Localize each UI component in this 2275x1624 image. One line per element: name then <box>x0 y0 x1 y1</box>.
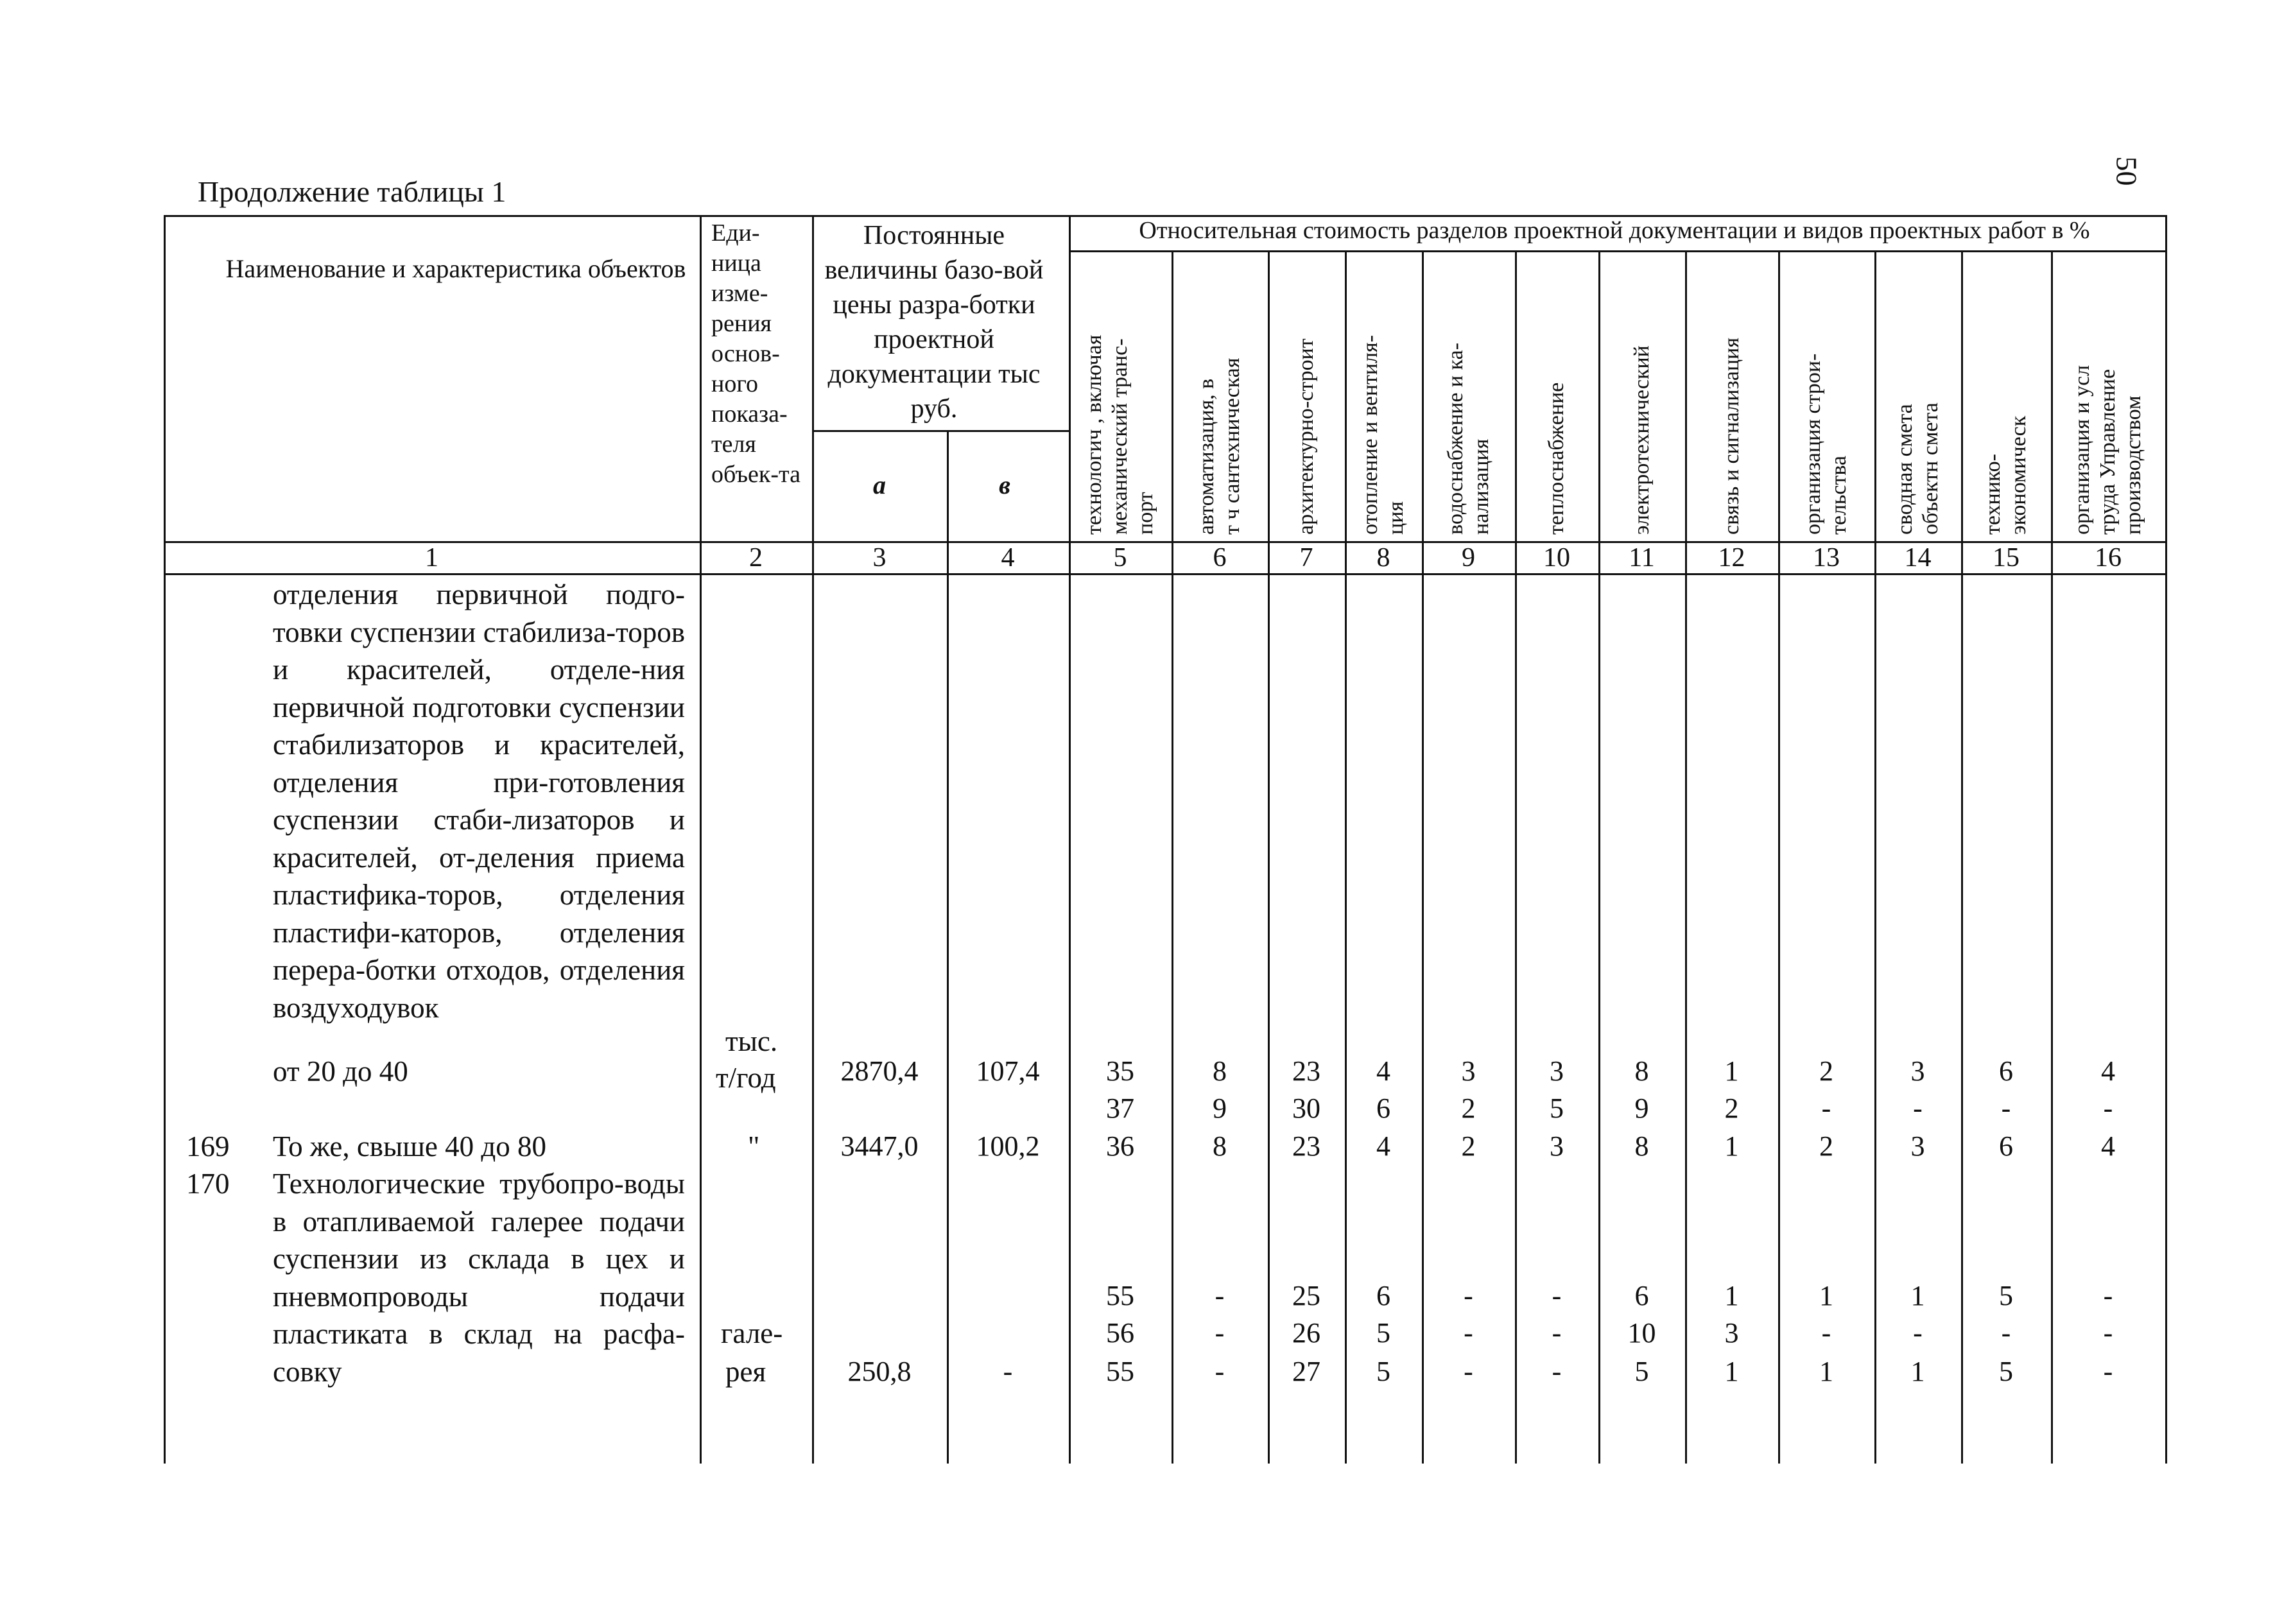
cell-170a-col14: 1 <box>1910 1280 1925 1311</box>
rotated-header-line: электротехнический <box>1629 345 1654 535</box>
cell-170c-col8: 5 <box>1376 1356 1390 1387</box>
rotated-header-9 <box>1443 257 1494 535</box>
cell-169-col14: 3 <box>1910 1130 1925 1162</box>
cell-170a-col7: 25 <box>1292 1280 1320 1311</box>
cell-row1b-col10: 5 <box>1550 1093 1564 1124</box>
rotated-header-13 <box>1801 257 1852 535</box>
col-numbers-top <box>164 541 2165 543</box>
cell-170a-col16: - <box>2103 1280 2113 1311</box>
column-line-7 <box>1345 250 1347 1464</box>
column-number-10: 10 <box>1543 543 1570 573</box>
rotated-header-line: т ч сантехническая <box>1220 358 1244 535</box>
cell-row1b-col12: 2 <box>1724 1093 1739 1124</box>
rotated-header-11 <box>1629 257 1655 535</box>
cell-a-row1: 2870,4 <box>840 1055 919 1087</box>
cell-row1-col15: 6 <box>1999 1055 2013 1087</box>
header-unit: Еди-ница изме-рения основ-ного показа-теля объек-та <box>711 220 800 488</box>
rotated-header-line: технико- <box>1981 453 2005 535</box>
cell-a-170: 250,8 <box>847 1356 912 1387</box>
cell-170c-col10: - <box>1552 1356 1562 1387</box>
cell-170a-col12: 1 <box>1724 1280 1739 1311</box>
cell-row1b-col8: 6 <box>1376 1093 1390 1124</box>
column-number-14: 14 <box>1904 543 1932 573</box>
const-header-divider <box>812 430 1069 432</box>
rotated-header-8 <box>1358 257 1409 535</box>
table-continuation-title: Продолжение таблицы 1 <box>198 175 506 208</box>
rotated-header-line: архитектурно-строит <box>1294 338 1318 535</box>
cell-169-col16: 4 <box>2101 1130 2115 1162</box>
cell-170c-col6: - <box>1215 1356 1225 1387</box>
column-number-9: 9 <box>1462 543 1475 573</box>
column-number-6: 6 <box>1213 543 1227 573</box>
rotated-header-14 <box>1892 257 1944 535</box>
cell-row1b-col13: - <box>1821 1093 1831 1124</box>
rotated-header-line: организация и усл <box>2070 365 2094 535</box>
cell-169-col10: 3 <box>1550 1130 1564 1162</box>
rotated-header-line: автоматизация, в <box>1195 378 1218 535</box>
cell-169-col9: 2 <box>1461 1130 1476 1162</box>
cell-row1-col7: 23 <box>1292 1055 1320 1087</box>
rotated-header-line: производством <box>2122 395 2145 535</box>
rotated-header-5 <box>1082 257 1159 535</box>
cell-row1b-col16: - <box>2103 1093 2113 1124</box>
page-number: 50 <box>2110 156 2143 186</box>
rotated-header-15 <box>1980 257 2032 535</box>
cell-170c-col16: - <box>2103 1356 2113 1387</box>
cell-170b-col12: 3 <box>1724 1317 1739 1349</box>
column-number-8: 8 <box>1376 543 1390 573</box>
unit-row1-a: тыс. <box>725 1025 778 1057</box>
cell-170b-col13: - <box>1821 1317 1831 1349</box>
cell-170a-col8: 6 <box>1376 1280 1390 1311</box>
row-number-169: 169 <box>186 1130 230 1162</box>
header-const: Постоянные величины базо-вой цены разра-ботки проектной документации тыс руб. <box>824 221 1044 424</box>
header-name: Наименование и характеристика объектов <box>225 254 686 283</box>
rotated-header-line: труда Управление <box>2096 368 2120 535</box>
column-line-9 <box>1515 250 1517 1464</box>
cell-170a-col5: 55 <box>1106 1280 1134 1311</box>
cell-170b-col11: 10 <box>1627 1317 1656 1349</box>
column-line-2 <box>812 215 814 1464</box>
cell-170a-col6: - <box>1215 1280 1225 1311</box>
cell-row1b-col14: - <box>1913 1093 1923 1124</box>
rotated-header-line: технологич , включая <box>1082 334 1106 535</box>
column-line-10 <box>1598 250 1600 1464</box>
rel-header-divider <box>1069 250 2165 252</box>
cell-170c-col7: 27 <box>1292 1356 1320 1387</box>
cell-170c-col15: 5 <box>1999 1356 2013 1387</box>
cell-170b-col15: - <box>2001 1317 2011 1349</box>
column-line-4 <box>1069 215 1071 1464</box>
cell-b-170: - <box>1003 1356 1013 1387</box>
rotated-header-line: водоснабжение и ка- <box>1443 342 1467 535</box>
cell-170b-col7: 26 <box>1292 1317 1320 1349</box>
cell-170a-col15: 5 <box>1999 1280 2013 1311</box>
rotated-header-line: порт <box>1134 492 1157 535</box>
cell-170b-col5: 56 <box>1106 1317 1134 1349</box>
cell-170b-col16: - <box>2103 1317 2113 1349</box>
cell-170a-col9: - <box>1464 1280 1473 1311</box>
column-number-12: 12 <box>1718 543 1745 573</box>
column-number-15: 15 <box>1993 543 2020 573</box>
column-line-6 <box>1268 250 1270 1464</box>
rotated-header-16 <box>2070 257 2147 535</box>
rotated-header-line: ция <box>1384 501 1408 535</box>
column-number-13: 13 <box>1813 543 1840 573</box>
cell-169-col13: 2 <box>1819 1130 1833 1162</box>
cell-170a-col11: 6 <box>1634 1280 1649 1311</box>
cell-row1-col13: 2 <box>1819 1055 1833 1087</box>
cell-170a-col13: 1 <box>1819 1280 1833 1311</box>
cell-row1-col16: 4 <box>2101 1055 2115 1087</box>
cell-row1-col11: 8 <box>1634 1055 1649 1087</box>
cell-170c-col9: - <box>1464 1356 1473 1387</box>
cell-170c-col12: 1 <box>1724 1356 1739 1387</box>
rotated-header-line: объектн смета <box>1918 402 1942 535</box>
header-rel: Относительная стоимость разделов проектной документации и видов проектных работ в % <box>1139 217 2090 244</box>
rotated-header-line: тельства <box>1827 455 1851 535</box>
rotated-header-line: экономическ <box>2007 415 2030 535</box>
cell-170c-col13: 1 <box>1819 1356 1833 1387</box>
cell-170b-col14: - <box>1913 1317 1923 1349</box>
header-col-a: а <box>873 471 886 499</box>
rotated-header-line: нализация <box>1469 438 1493 535</box>
cell-170c-col5: 55 <box>1106 1356 1134 1387</box>
description-continued: отделения первичной подго-товки суспензии стабилиза-торов и красителей, отделе-ния первичной подготовки суспензии стабилизаторов и красителей, отделения при-готовления суспензии стаби-лизаторов и красителей, от-деления приема пластифика-торов, отделения пластифи-каторов, отделения перера-ботки отходов, отделения воздуходувок <box>273 578 685 1024</box>
cell-b-row1: 107,4 <box>976 1055 1040 1087</box>
cell-row1-col8: 4 <box>1376 1055 1390 1087</box>
column-line-5 <box>1172 250 1173 1464</box>
cell-row1b-col5: 37 <box>1106 1093 1134 1124</box>
cell-170c-col11: 5 <box>1634 1356 1649 1387</box>
unit-169: " <box>748 1130 760 1162</box>
column-line-14 <box>1961 250 1963 1464</box>
cell-row1b-col15: - <box>2001 1093 2011 1124</box>
cell-170b-col9: - <box>1464 1317 1473 1349</box>
cell-169-col15: 6 <box>1999 1130 2013 1162</box>
rotated-header-line: организация строи- <box>1801 353 1825 535</box>
rotated-header-6 <box>1194 257 1245 535</box>
rotated-header-10 <box>1544 257 1570 535</box>
cell-row1-col9: 3 <box>1461 1055 1476 1087</box>
cell-170a-col10: - <box>1552 1280 1562 1311</box>
column-number-5: 5 <box>1113 543 1127 573</box>
table-top-border <box>164 215 2165 217</box>
column-number-4: 4 <box>1001 543 1015 573</box>
column-line-11 <box>1685 250 1687 1464</box>
cell-row1-col5: 35 <box>1106 1055 1134 1087</box>
column-number-16: 16 <box>2095 543 2122 573</box>
cell-row1-col12: 1 <box>1724 1055 1739 1087</box>
cell-a-169: 3447,0 <box>840 1130 919 1162</box>
cell-169-col6: 8 <box>1213 1130 1227 1162</box>
unit-170-a: гале- <box>721 1317 783 1349</box>
unit-170-b: рея <box>725 1356 766 1388</box>
cell-row1-col6: 8 <box>1213 1055 1227 1087</box>
header-col-b: в <box>999 471 1010 499</box>
cell-169-col11: 8 <box>1634 1130 1649 1162</box>
rotated-header-line: механический транс- <box>1108 338 1132 535</box>
cell-row1-col10: 3 <box>1550 1055 1564 1087</box>
cell-169-col12: 1 <box>1724 1130 1739 1162</box>
cell-row1b-col9: 2 <box>1461 1093 1476 1124</box>
range-label: от 20 до 40 <box>273 1055 408 1087</box>
cell-row1-col14: 3 <box>1910 1055 1925 1087</box>
column-line-1 <box>700 215 702 1464</box>
column-line-12 <box>1778 250 1780 1464</box>
rotated-header-7 <box>1293 257 1319 535</box>
column-number-3: 3 <box>872 543 887 573</box>
column-number-1: 1 <box>425 543 438 573</box>
cell-169-col7: 23 <box>1292 1130 1320 1162</box>
column-number-2: 2 <box>749 543 763 573</box>
row-number-170: 170 <box>186 1168 230 1200</box>
cell-row1b-col6: 9 <box>1213 1093 1227 1124</box>
column-line-8 <box>1422 250 1424 1464</box>
cell-170c-col14: 1 <box>1910 1356 1925 1387</box>
cell-170b-col10: - <box>1552 1317 1562 1349</box>
cell-row1b-col7: 30 <box>1292 1093 1320 1124</box>
cell-169-col8: 4 <box>1376 1130 1390 1162</box>
col-numbers-bottom <box>164 573 2165 575</box>
column-number-11: 11 <box>1629 543 1655 573</box>
row-desc-169: То же, свыше 40 до 80 <box>273 1130 547 1162</box>
cell-170b-col8: 5 <box>1376 1317 1390 1349</box>
column-number-7: 7 <box>1299 543 1313 573</box>
unit-row1-b: т/год <box>716 1062 776 1094</box>
cell-170b-col6: - <box>1215 1317 1225 1349</box>
column-line-13 <box>1874 250 1876 1464</box>
column-line-16 <box>2165 215 2167 1464</box>
rotated-header-line: теплоснабжение <box>1544 382 1568 535</box>
row-desc-170: Технологические трубопро-воды в отапливаемой галерее подачи суспензии из склада в цех и пневмопроводы подачи пластиката в склад на расфа-совку <box>273 1168 685 1388</box>
rotated-header-line: сводная смета <box>1892 404 1917 535</box>
column-line-0 <box>164 215 166 1464</box>
rotated-header-line: отопление и вентиля- <box>1358 334 1382 535</box>
column-line-15 <box>2051 250 2053 1464</box>
rotated-header-12 <box>1719 257 1745 535</box>
cell-row1b-col11: 9 <box>1634 1093 1649 1124</box>
cell-169-col5: 36 <box>1106 1130 1134 1162</box>
rotated-header-line: связь и сигнализация <box>1719 338 1743 535</box>
cell-b-169: 100,2 <box>976 1130 1040 1162</box>
column-line-3 <box>947 430 949 1464</box>
